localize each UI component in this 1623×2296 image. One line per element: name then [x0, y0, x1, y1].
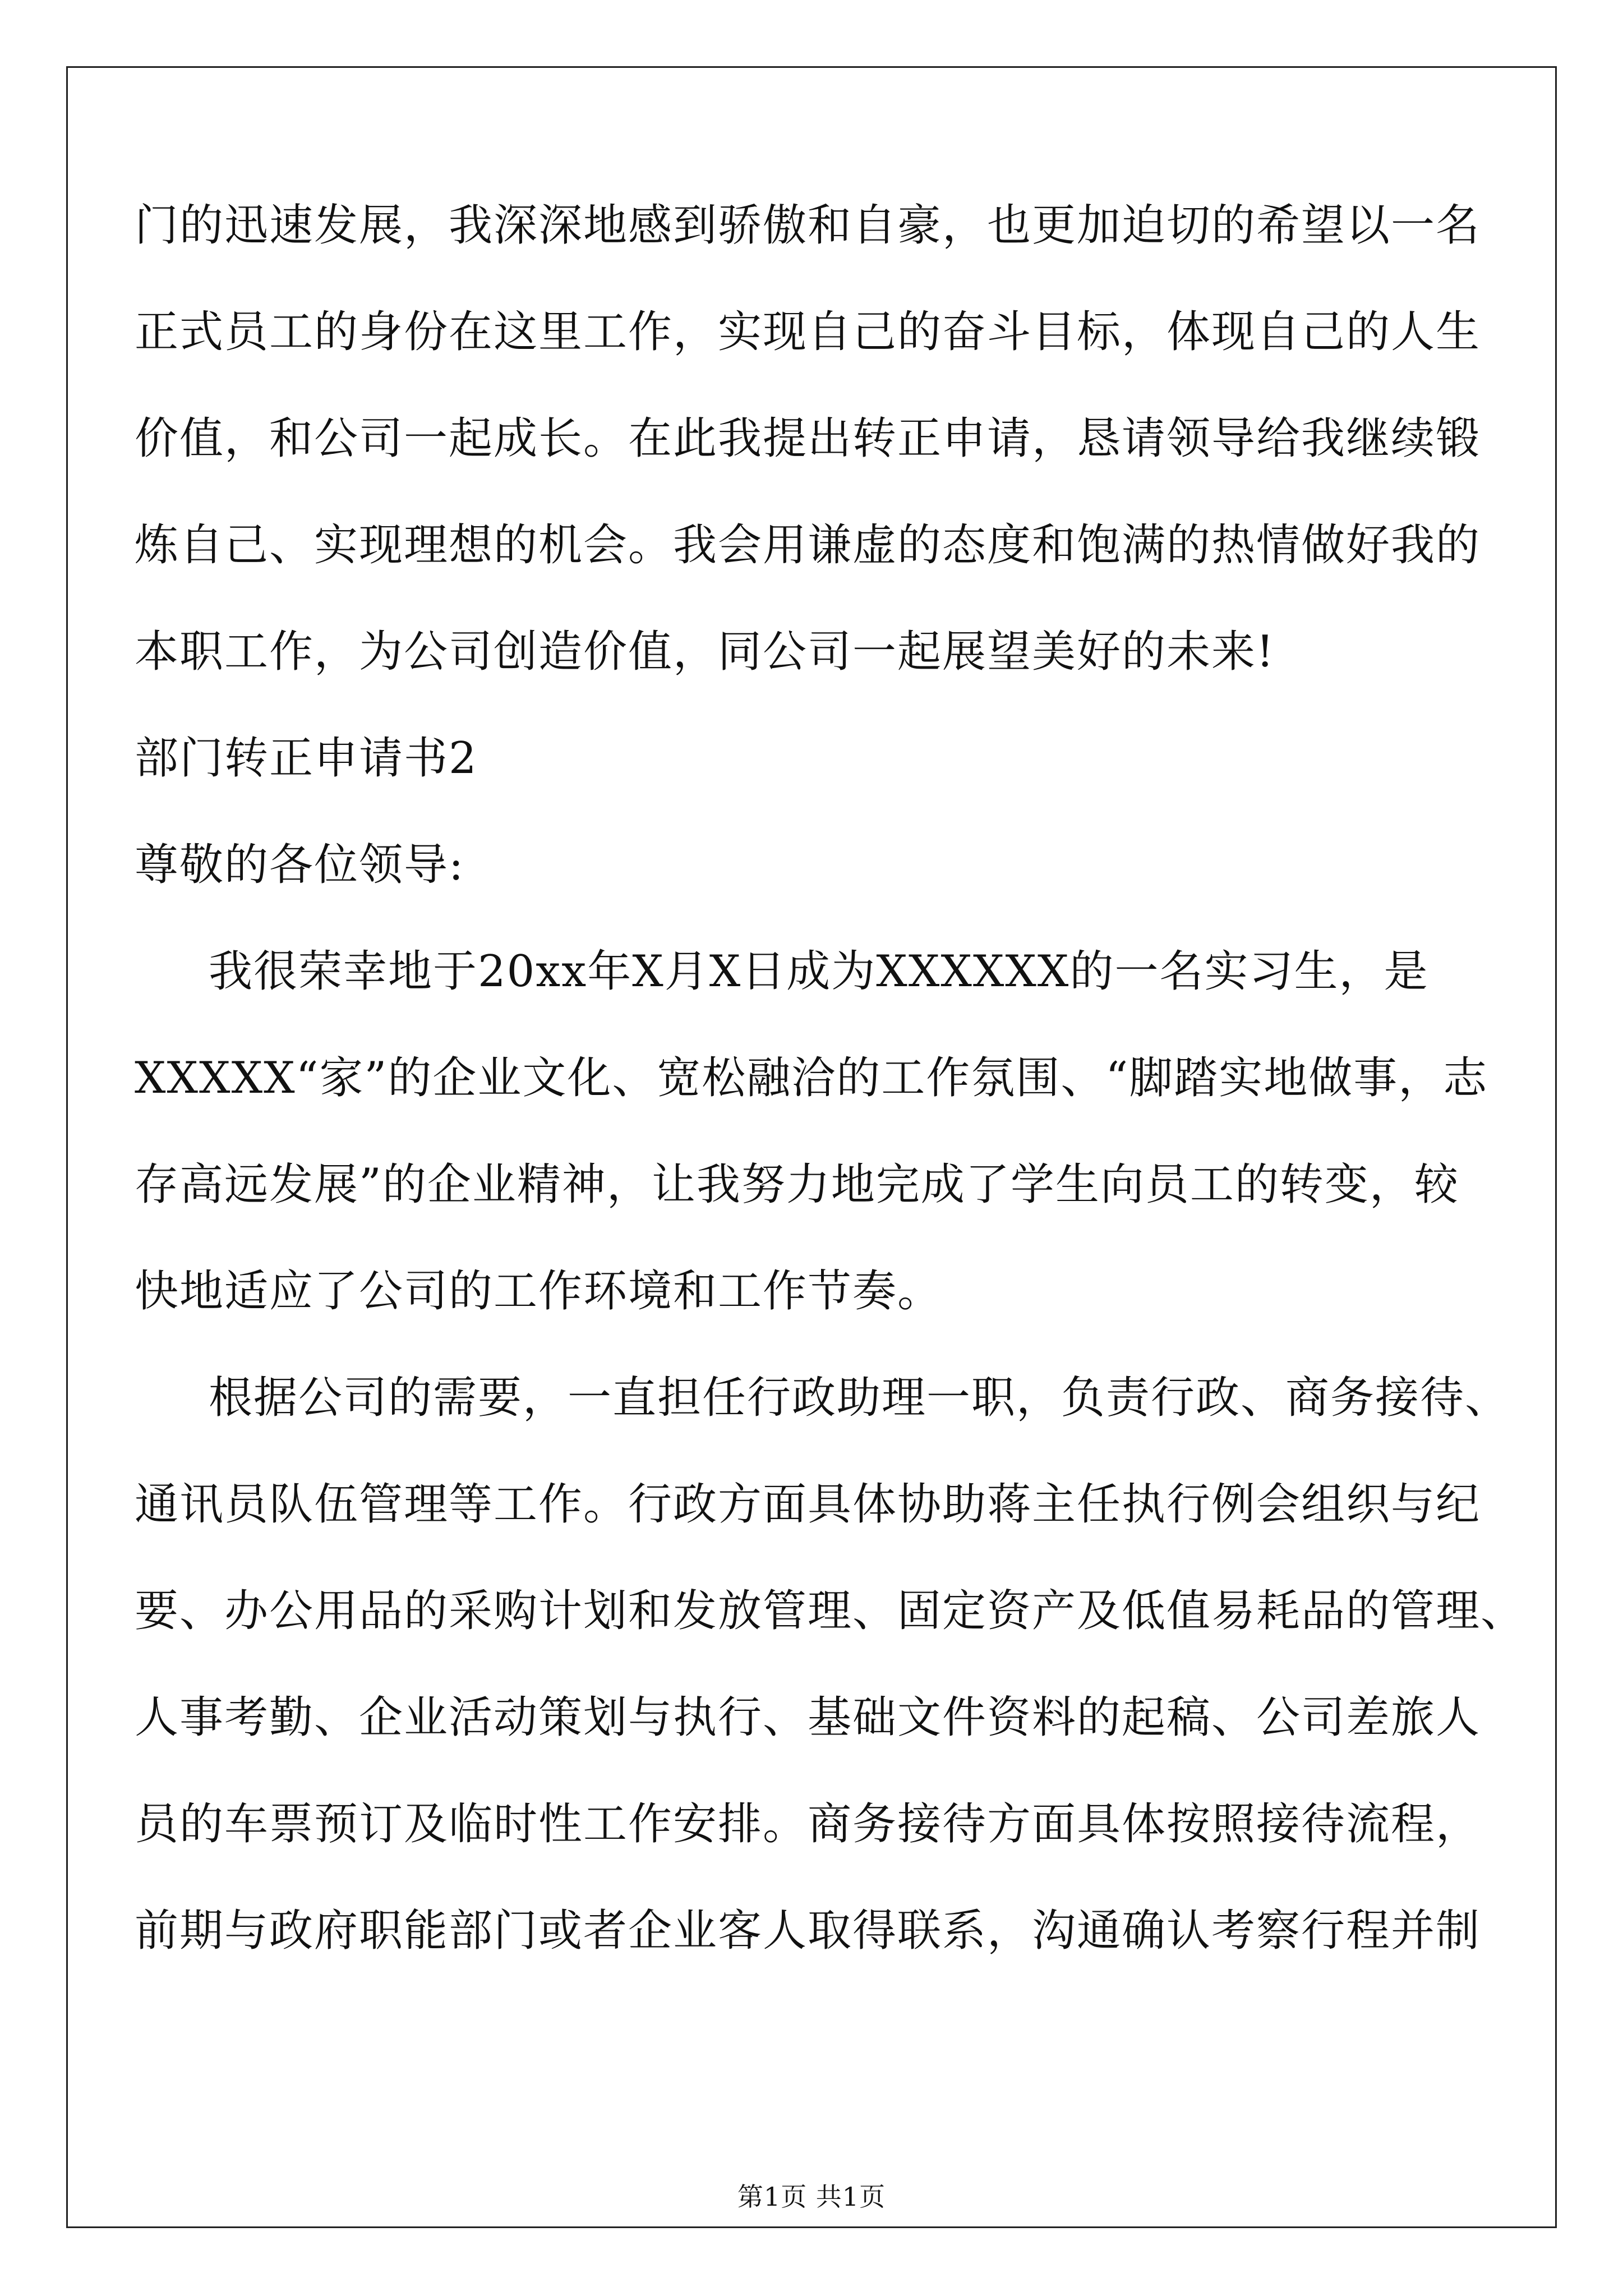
text-line: 存高远发展”的企业精神，让我努力地完成了学生向员工的转变，较 — [135, 1159, 1459, 1210]
salutation: 尊敬的各位领导: — [135, 840, 465, 890]
text-line: 正式员工的身份在这里工作，实现自己的奋斗目标，体现自己的人生 — [135, 307, 1481, 357]
page-number-footer: 第1页 共1页 — [737, 2182, 886, 2212]
text-line: 通讯员队伍管理等工作。行政方面具体协助蒋主任执行例会组织与纪 — [135, 1479, 1481, 1530]
text-line: 要、办公用品的采购计划和发放管理、固定资产及低值易耗品的管理、 — [135, 1586, 1526, 1636]
text-line: 员的车票预订及临时性工作安排。商务接待方面具体按照接待流程， — [135, 1799, 1481, 1849]
section-heading: 部门转正申请书2 — [135, 733, 478, 784]
text-line: 人事考勤、企业活动策划与执行、基础文件资料的起稿、公司差旅人 — [135, 1692, 1481, 1743]
text-line: 价值，和公司一起成长。在此我提出转正申请，恳请领导给我继续锻 — [135, 413, 1481, 464]
text-line: 前期与政府职能部门或者企业客人取得联系，沟通确认考察行程并制 — [135, 1906, 1481, 1956]
text-line: XXXXX“家”的企业文化、宽松融洽的工作氛围、“脚踏实地做事，志 — [135, 1053, 1488, 1103]
paragraph-first-line: 根据公司的需要，一直担任行政助理一职，负责行政、商务接待、 — [209, 1373, 1510, 1423]
document-body — [135, 168, 1526, 1980]
paragraph-first-line: 我很荣幸地于20xx年X月X日成为XXXXXX的一名实习生，是 — [209, 946, 1429, 997]
text-line: 门的迅速发展，我深深地感到骄傲和自豪，也更加迫切的希望以一名 — [135, 200, 1481, 251]
text-line: 本职工作，为公司创造价值，同公司一起展望美好的未来! — [135, 627, 1275, 677]
text-line: 快地适应了公司的工作环境和工作节奏。 — [135, 1266, 943, 1317]
text-line: 炼自己、实现理想的机会。我会用谦虚的态度和饱满的热情做好我的 — [135, 520, 1481, 570]
